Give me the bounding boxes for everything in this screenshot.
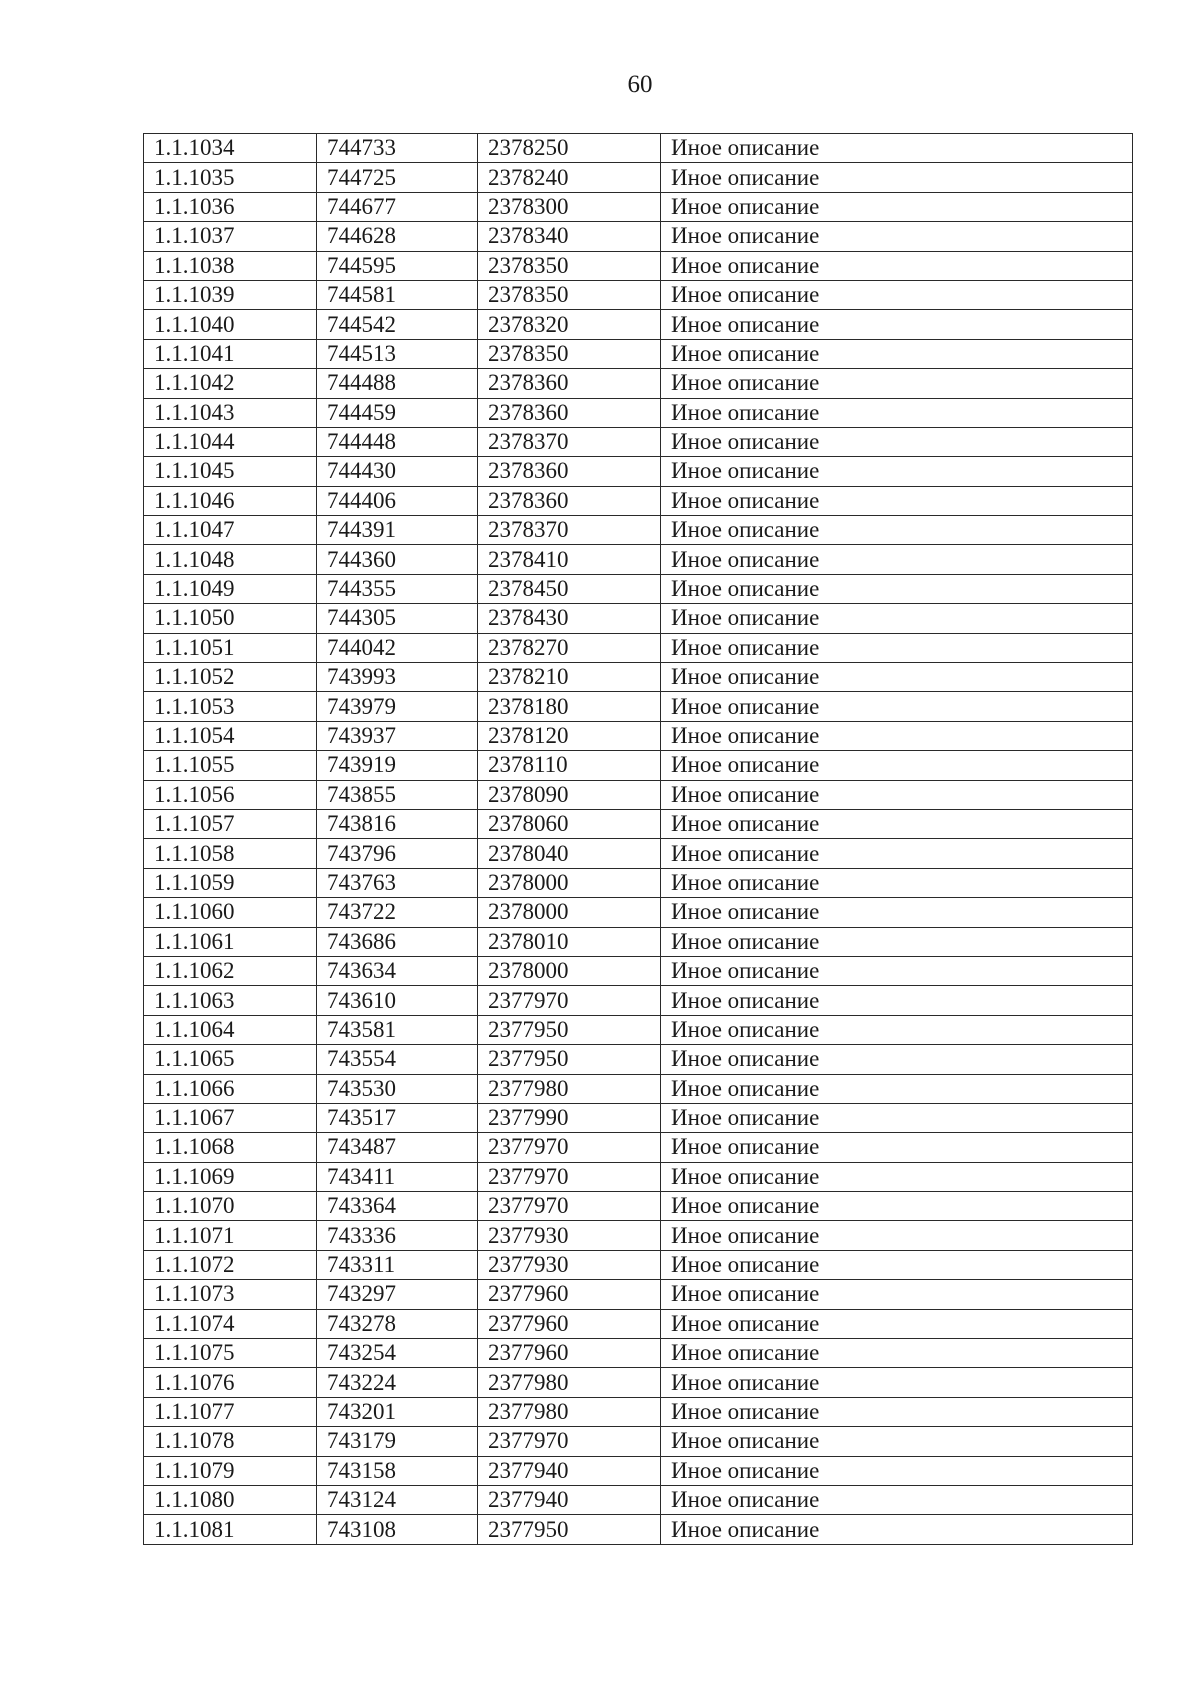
table-row [144,163,1133,192]
cell-description: Иное описание [661,1045,1133,1074]
cell-point-number: 1.1.1041 [144,339,317,368]
cell-point-number: 1.1.1048 [144,545,317,574]
cell-point-number: 1.1.1057 [144,809,317,838]
cell-point-number: 1.1.1067 [144,1103,317,1132]
cell-description: Иное описание [661,545,1133,574]
table-row [144,1221,1133,1250]
cell-x-coordinate: 743158 [317,1456,478,1485]
cell-y-coordinate: 2377950 [478,1015,661,1044]
cell-description: Иное описание [661,868,1133,897]
cell-description: Иное описание [661,310,1133,339]
table-row [144,1250,1133,1279]
cell-point-number: 1.1.1040 [144,310,317,339]
cell-y-coordinate: 2378010 [478,927,661,956]
cell-x-coordinate: 743937 [317,721,478,750]
page-number: 60 [627,71,653,98]
cell-point-number: 1.1.1053 [144,692,317,721]
cell-point-number: 1.1.1074 [144,1309,317,1338]
cell-description: Иное описание [661,1074,1133,1103]
cell-description: Иное описание [661,1221,1133,1250]
cell-point-number: 1.1.1042 [144,369,317,398]
cell-y-coordinate: 2378410 [478,545,661,574]
cell-description: Иное описание [661,898,1133,927]
cell-y-coordinate: 2378350 [478,339,661,368]
cell-point-number: 1.1.1043 [144,398,317,427]
cell-x-coordinate: 744581 [317,280,478,309]
cell-x-coordinate: 743278 [317,1309,478,1338]
cell-y-coordinate: 2377940 [478,1456,661,1485]
table-row [144,1397,1133,1426]
cell-point-number: 1.1.1044 [144,427,317,456]
cell-description: Иное описание [661,339,1133,368]
cell-description: Иное описание [661,633,1133,662]
cell-point-number: 1.1.1073 [144,1280,317,1309]
cell-y-coordinate: 2377950 [478,1045,661,1074]
cell-x-coordinate: 743254 [317,1339,478,1368]
table-row [144,868,1133,897]
table-row [144,398,1133,427]
cell-y-coordinate: 2378090 [478,780,661,809]
table-row [144,1280,1133,1309]
table-row [144,545,1133,574]
table-row [144,1427,1133,1456]
table-row [144,1368,1133,1397]
cell-x-coordinate: 744448 [317,427,478,456]
cell-point-number: 1.1.1050 [144,604,317,633]
cell-y-coordinate: 2378320 [478,310,661,339]
cell-description: Иное описание [661,1280,1133,1309]
cell-description: Иное описание [661,486,1133,515]
cell-point-number: 1.1.1065 [144,1045,317,1074]
cell-description: Иное описание [661,251,1133,280]
table-row [144,1515,1133,1544]
table-row [144,369,1133,398]
cell-x-coordinate: 744459 [317,398,478,427]
table-row [144,251,1133,280]
cell-point-number: 1.1.1058 [144,839,317,868]
table-row [144,222,1133,251]
cell-x-coordinate: 744628 [317,222,478,251]
cell-description: Иное описание [661,751,1133,780]
cell-description: Иное описание [661,163,1133,192]
cell-y-coordinate: 2377970 [478,986,661,1015]
cell-description: Иное описание [661,369,1133,398]
table-row [144,1456,1133,1485]
table-row [144,134,1133,163]
table-row [144,780,1133,809]
cell-point-number: 1.1.1070 [144,1192,317,1221]
cell-y-coordinate: 2378000 [478,898,661,927]
cell-y-coordinate: 2377970 [478,1192,661,1221]
table-row [144,310,1133,339]
cell-y-coordinate: 2377930 [478,1250,661,1279]
cell-description: Иное описание [661,1133,1133,1162]
cell-x-coordinate: 743581 [317,1015,478,1044]
table-row [144,1074,1133,1103]
table-row [144,1309,1133,1338]
cell-x-coordinate: 743179 [317,1427,478,1456]
cell-description: Иное описание [661,1368,1133,1397]
cell-y-coordinate: 2378360 [478,369,661,398]
table-row [144,486,1133,515]
table-row [144,633,1133,662]
cell-point-number: 1.1.1037 [144,222,317,251]
cell-y-coordinate: 2378000 [478,868,661,897]
cell-y-coordinate: 2377970 [478,1427,661,1456]
cell-point-number: 1.1.1060 [144,898,317,927]
cell-point-number: 1.1.1051 [144,633,317,662]
table-row [144,516,1133,545]
cell-y-coordinate: 2377990 [478,1103,661,1132]
cell-point-number: 1.1.1064 [144,1015,317,1044]
cell-x-coordinate: 744430 [317,457,478,486]
cell-description: Иное описание [661,1192,1133,1221]
cell-x-coordinate: 744542 [317,310,478,339]
table-body [144,134,1133,1545]
cell-y-coordinate: 2378120 [478,721,661,750]
cell-point-number: 1.1.1052 [144,663,317,692]
cell-x-coordinate: 743919 [317,751,478,780]
cell-y-coordinate: 2377950 [478,1515,661,1544]
cell-point-number: 1.1.1076 [144,1368,317,1397]
cell-x-coordinate: 743311 [317,1250,478,1279]
table-row [144,1015,1133,1044]
cell-description: Иное описание [661,956,1133,985]
cell-description: Иное описание [661,604,1133,633]
cell-x-coordinate: 743411 [317,1162,478,1191]
cell-x-coordinate: 743224 [317,1368,478,1397]
cell-x-coordinate: 744488 [317,369,478,398]
cell-y-coordinate: 2377940 [478,1485,661,1514]
cell-y-coordinate: 2378250 [478,134,661,163]
cell-x-coordinate: 743722 [317,898,478,927]
cell-x-coordinate: 743816 [317,809,478,838]
cell-point-number: 1.1.1046 [144,486,317,515]
cell-x-coordinate: 744677 [317,192,478,221]
cell-y-coordinate: 2377960 [478,1339,661,1368]
cell-point-number: 1.1.1055 [144,751,317,780]
cell-y-coordinate: 2378300 [478,192,661,221]
cell-x-coordinate: 743201 [317,1397,478,1426]
cell-x-coordinate: 743686 [317,927,478,956]
cell-y-coordinate: 2377980 [478,1397,661,1426]
cell-x-coordinate: 743993 [317,663,478,692]
cell-y-coordinate: 2378210 [478,663,661,692]
cell-y-coordinate: 2378430 [478,604,661,633]
cell-point-number: 1.1.1035 [144,163,317,192]
cell-point-number: 1.1.1081 [144,1515,317,1544]
cell-point-number: 1.1.1038 [144,251,317,280]
cell-point-number: 1.1.1036 [144,192,317,221]
cell-description: Иное описание [661,692,1133,721]
cell-description: Иное описание [661,721,1133,750]
cell-point-number: 1.1.1068 [144,1133,317,1162]
cell-x-coordinate: 744042 [317,633,478,662]
cell-y-coordinate: 2378180 [478,692,661,721]
cell-description: Иное описание [661,280,1133,309]
cell-point-number: 1.1.1071 [144,1221,317,1250]
cell-description: Иное описание [661,780,1133,809]
cell-x-coordinate: 744406 [317,486,478,515]
cell-x-coordinate: 744391 [317,516,478,545]
cell-point-number: 1.1.1075 [144,1339,317,1368]
cell-y-coordinate: 2378270 [478,633,661,662]
cell-description: Иное описание [661,809,1133,838]
cell-y-coordinate: 2378370 [478,516,661,545]
cell-description: Иное описание [661,663,1133,692]
cell-x-coordinate: 743610 [317,986,478,1015]
cell-x-coordinate: 743108 [317,1515,478,1544]
cell-point-number: 1.1.1054 [144,721,317,750]
cell-point-number: 1.1.1063 [144,986,317,1015]
table-row [144,339,1133,368]
cell-point-number: 1.1.1077 [144,1397,317,1426]
cell-description: Иное описание [661,1309,1133,1338]
cell-description: Иное описание [661,1515,1133,1544]
cell-description: Иное описание [661,516,1133,545]
cell-point-number: 1.1.1079 [144,1456,317,1485]
cell-description: Иное описание [661,1427,1133,1456]
cell-x-coordinate: 743554 [317,1045,478,1074]
table-row [144,809,1133,838]
cell-x-coordinate: 743855 [317,780,478,809]
cell-description: Иное описание [661,134,1133,163]
table-row [144,956,1133,985]
cell-x-coordinate: 743336 [317,1221,478,1250]
table-row [144,721,1133,750]
cell-point-number: 1.1.1059 [144,868,317,897]
table-row [144,751,1133,780]
table-row [144,574,1133,603]
cell-y-coordinate: 2378350 [478,280,661,309]
cell-description: Иное описание [661,398,1133,427]
cell-y-coordinate: 2377980 [478,1368,661,1397]
cell-description: Иное описание [661,1162,1133,1191]
table-row [144,839,1133,868]
cell-x-coordinate: 743487 [317,1133,478,1162]
table-row [144,604,1133,633]
coordinates-table [143,133,1133,1545]
table-row [144,457,1133,486]
table-row [144,192,1133,221]
cell-y-coordinate: 2377960 [478,1309,661,1338]
cell-description: Иное описание [661,927,1133,956]
cell-description: Иное описание [661,222,1133,251]
cell-point-number: 1.1.1056 [144,780,317,809]
cell-point-number: 1.1.1034 [144,134,317,163]
cell-y-coordinate: 2378450 [478,574,661,603]
cell-description: Иное описание [661,839,1133,868]
cell-x-coordinate: 743763 [317,868,478,897]
cell-x-coordinate: 744733 [317,134,478,163]
cell-point-number: 1.1.1080 [144,1485,317,1514]
cell-point-number: 1.1.1061 [144,927,317,956]
cell-description: Иное описание [661,1485,1133,1514]
cell-description: Иное описание [661,574,1133,603]
cell-x-coordinate: 743530 [317,1074,478,1103]
cell-y-coordinate: 2377970 [478,1133,661,1162]
cell-description: Иное описание [661,1339,1133,1368]
cell-y-coordinate: 2377980 [478,1074,661,1103]
cell-description: Иное описание [661,457,1133,486]
table-row [144,1103,1133,1132]
cell-y-coordinate: 2378000 [478,956,661,985]
table-row [144,1162,1133,1191]
cell-y-coordinate: 2378370 [478,427,661,456]
cell-x-coordinate: 743364 [317,1192,478,1221]
cell-y-coordinate: 2378340 [478,222,661,251]
cell-y-coordinate: 2378360 [478,457,661,486]
cell-point-number: 1.1.1047 [144,516,317,545]
cell-x-coordinate: 743634 [317,956,478,985]
table-row [144,1485,1133,1514]
cell-x-coordinate: 744513 [317,339,478,368]
cell-description: Иное описание [661,1103,1133,1132]
table-row [144,898,1133,927]
cell-x-coordinate: 743517 [317,1103,478,1132]
cell-x-coordinate: 743979 [317,692,478,721]
cell-y-coordinate: 2378360 [478,398,661,427]
table-row [144,1133,1133,1162]
cell-x-coordinate: 744725 [317,163,478,192]
cell-x-coordinate: 743297 [317,1280,478,1309]
cell-point-number: 1.1.1072 [144,1250,317,1279]
cell-point-number: 1.1.1078 [144,1427,317,1456]
cell-point-number: 1.1.1062 [144,956,317,985]
cell-x-coordinate: 744305 [317,604,478,633]
cell-y-coordinate: 2377960 [478,1280,661,1309]
cell-point-number: 1.1.1039 [144,280,317,309]
cell-y-coordinate: 2377930 [478,1221,661,1250]
cell-y-coordinate: 2377970 [478,1162,661,1191]
table-row [144,986,1133,1015]
cell-description: Иное описание [661,192,1133,221]
cell-description: Иное описание [661,986,1133,1015]
cell-y-coordinate: 2378040 [478,839,661,868]
cell-point-number: 1.1.1066 [144,1074,317,1103]
cell-point-number: 1.1.1045 [144,457,317,486]
table-row [144,1339,1133,1368]
table-row [144,280,1133,309]
cell-x-coordinate: 744360 [317,545,478,574]
cell-y-coordinate: 2378360 [478,486,661,515]
cell-description: Иное описание [661,427,1133,456]
cell-x-coordinate: 744355 [317,574,478,603]
cell-point-number: 1.1.1069 [144,1162,317,1191]
cell-x-coordinate: 743124 [317,1485,478,1514]
cell-y-coordinate: 2378060 [478,809,661,838]
table-row [144,1045,1133,1074]
table-row [144,692,1133,721]
cell-x-coordinate: 743796 [317,839,478,868]
cell-x-coordinate: 744595 [317,251,478,280]
cell-y-coordinate: 2378110 [478,751,661,780]
cell-description: Иное описание [661,1397,1133,1426]
cell-description: Иное описание [661,1456,1133,1485]
table-row [144,1192,1133,1221]
cell-point-number: 1.1.1049 [144,574,317,603]
cell-y-coordinate: 2378350 [478,251,661,280]
table-row [144,663,1133,692]
table-row [144,927,1133,956]
table-row [144,427,1133,456]
cell-description: Иное описание [661,1250,1133,1279]
cell-description: Иное описание [661,1015,1133,1044]
cell-y-coordinate: 2378240 [478,163,661,192]
